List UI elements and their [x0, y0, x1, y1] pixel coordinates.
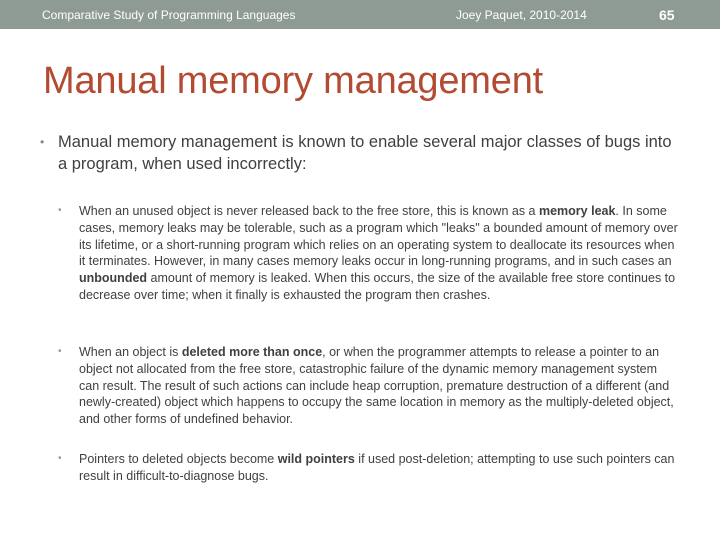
bold-term-unbounded: unbounded [79, 271, 148, 286]
text-run: . In some cases, memory leaks may be tolerable, such as a program which "leaks" a bounded amount of memory over its lifetime, or a short-running program which relies on an operating system to deallocate its resources when it terminates. However, in many cases memory leaks occur in long-running programs, and in such cases an [79, 204, 678, 269]
text-run: , or when the programmer attempts to release a pointer to an object not allocated from the free store, catastrophic failure of the dynamic memory management system can result. The result of such actions can include heap corruption, premature destruction of a different (and newly-created) object which happens to occupy the same location in memory as the multiply-deleted object, and other forms of undefined behavior. [79, 345, 674, 427]
bullet-marker: • [58, 205, 62, 216]
slide-header [0, 0, 720, 29]
bold-term-wild-pointers: wild pointers [277, 452, 355, 466]
page-number: 65 [659, 7, 675, 23]
text-run: When an unused object is never released back to the free store, this is known as a [79, 204, 539, 218]
bullet-marker: • [58, 346, 62, 357]
bold-term-deleted-more-than-once: deleted more than once [181, 345, 323, 359]
text-run: amount of memory is leaked. When this occurs, the size of the available free store continues to decrease over time; when it finally is exhausted the program then crashes. [79, 271, 676, 302]
bullet-marker: • [40, 135, 45, 149]
bullet-marker: • [58, 453, 62, 464]
main-bullet-text: Manual memory management is known to enable several major classes of bugs into a program, when used incorrectly: [58, 133, 672, 173]
text-run: When an object is [79, 345, 182, 359]
main-bullet [40, 131, 680, 175]
author-credit: Joey Paquet, 2010-2014 [456, 8, 587, 22]
text-run: if used post-deletion; attempting to use such pointers can result in difficult-to-diagnose bugs. [79, 452, 675, 483]
slide-title: Manual memory management [43, 60, 543, 102]
sub-bullet-text [58, 203, 678, 304]
sub-bullet-wild-pointers [58, 451, 678, 485]
sub-bullet-text [58, 344, 678, 428]
sub-bullet-text [58, 451, 678, 485]
course-title: Comparative Study of Programming Languages [42, 8, 296, 22]
sub-bullet-double-delete [58, 344, 678, 428]
bold-term-memory-leak: memory leak [538, 204, 616, 218]
text-run: Pointers to deleted objects become [79, 452, 278, 466]
sub-bullet-memory-leak [58, 203, 678, 304]
